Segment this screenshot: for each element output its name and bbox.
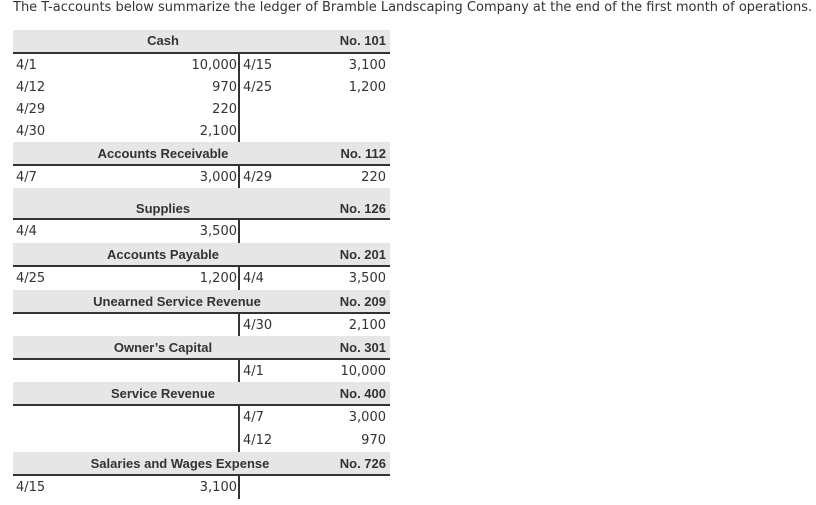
- account-title: Cash: [147, 33, 179, 48]
- account-header-owners-capital: [13, 336, 390, 360]
- debit-date: 4/7: [16, 170, 37, 185]
- account-header-service-revenue: [13, 382, 390, 406]
- ledger-row: [13, 429, 390, 452]
- debit-date: 4/25: [16, 271, 46, 286]
- account-number: No. 400: [339, 386, 386, 401]
- account-title: Service Revenue: [110, 386, 216, 401]
- debit-amount: 10,000: [191, 58, 237, 73]
- account-title: Salaries and Wages Expense: [90, 456, 270, 471]
- debit-amount: 3,100: [199, 480, 237, 495]
- account-number: No. 726: [339, 456, 386, 471]
- credit-amount: 3,000: [348, 410, 386, 425]
- debit-date: 4/1: [16, 58, 37, 73]
- account-number: No. 112: [340, 146, 386, 161]
- debit-date: 4/12: [16, 80, 46, 95]
- account-header-accounts-receivable: [13, 142, 390, 166]
- credit-date: 4/25: [243, 80, 273, 95]
- credit-date: 4/15: [243, 58, 273, 73]
- credit-date: 4/30: [243, 318, 273, 333]
- debit-amount: 3,500: [199, 224, 237, 239]
- credit-amount: 2,100: [348, 318, 386, 333]
- ledger-row: [13, 314, 390, 337]
- account-title: Unearned Service Revenue: [93, 294, 261, 309]
- account-title: Accounts Payable: [107, 247, 219, 262]
- account-header-accounts-payable: [13, 243, 390, 267]
- account-title: Supplies: [135, 201, 191, 216]
- intro-text: The T-accounts below summarize the ledger of Bramble Landscaping Company at the end of the first month of operations.: [13, 0, 813, 15]
- debit-amount: 1,200: [199, 271, 237, 286]
- credit-date: 4/7: [243, 410, 264, 425]
- account-number: No. 209: [339, 294, 386, 309]
- credit-date: 4/1: [243, 364, 264, 379]
- ledger-row: [13, 267, 390, 290]
- credit-date: 4/29: [243, 170, 273, 185]
- account-header-salaries-and-wages-expense: [13, 452, 390, 476]
- debit-date: 4/4: [16, 224, 37, 239]
- debit-date: 4/15: [16, 480, 46, 495]
- account-number: No. 101: [339, 33, 386, 48]
- ledger-row: [13, 360, 390, 383]
- debit-amount: 220: [212, 102, 237, 117]
- ledger-row: [13, 76, 390, 99]
- ledger-row: [13, 98, 390, 121]
- account-title: Owner’s Capital: [113, 340, 213, 355]
- credit-date: 4/12: [243, 433, 273, 448]
- account-header-unearned-service-revenue: [13, 290, 390, 314]
- account-number: No. 201: [339, 247, 386, 262]
- credit-amount: 3,500: [348, 271, 386, 286]
- credit-amount: 10,000: [340, 364, 386, 379]
- credit-amount: 220: [361, 170, 386, 185]
- credit-date: 4/4: [243, 271, 264, 286]
- credit-amount: 1,200: [348, 80, 386, 95]
- credit-amount: 3,100: [348, 58, 386, 73]
- ledger-row: [13, 120, 390, 143]
- ledger-row: [13, 54, 390, 77]
- ledger-row: [13, 476, 390, 499]
- debit-amount: 970: [212, 80, 237, 95]
- credit-amount: 970: [361, 433, 386, 448]
- account-number: No. 301: [339, 340, 386, 355]
- debit-amount: 2,100: [199, 124, 237, 139]
- debit-date: 4/29: [16, 102, 46, 117]
- ledger-row: [13, 220, 390, 243]
- ledger-row: [13, 406, 390, 429]
- account-number: No. 126: [339, 201, 386, 216]
- debit-date: 4/30: [16, 124, 46, 139]
- account-header-supplies: [13, 188, 390, 220]
- account-title: Accounts Receivable: [97, 146, 229, 161]
- account-header-cash: [13, 30, 390, 54]
- debit-amount: 3,000: [199, 170, 237, 185]
- ledger-row: [13, 166, 390, 189]
